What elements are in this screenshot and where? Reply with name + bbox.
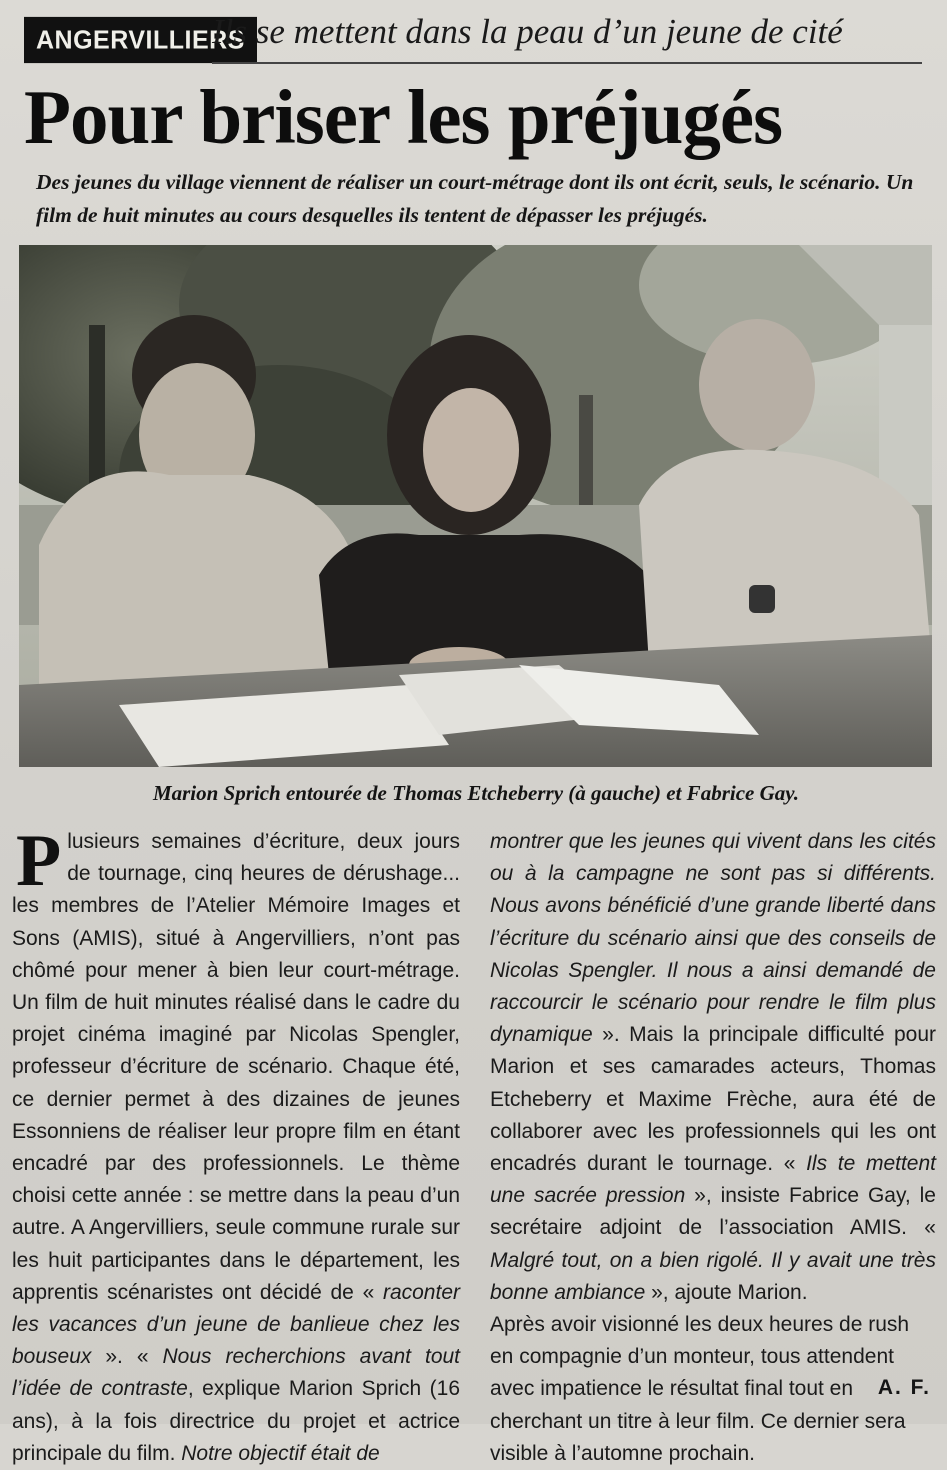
author-signature: A. F. <box>877 1376 931 1399</box>
text-run: », insiste Fabrice Gay, le secrétaire adjoint de l’association AMIS. « <box>490 1184 936 1240</box>
subheadline: Ils se mettent dans la peau d’un jeune de cité <box>212 12 843 51</box>
text-run: lusieurs semaines d’écriture, deux jours de tournage, cinq heures de dérushage... les membres de l’Atelier Mémoire Images et Sons (AMIS), situé à Angervilliers, n’ont pas chômé pour mener à bien leur court-métrage. Un film de huit minutes réalisé dans le cadre du projet cinéma imaginé par Nicolas Spengler, professeur d’écriture de scénario. Chaque été, ce dernier permet à des dizaines de jeunes Essonniens de réaliser leur propre film en étant encadré par des professionnels. Le thème choisi cette année : se mettre dans la peau d’un autre. A Angervilliers, seule commune rurale sur les huit participantes dans le département, les apprentis scénaristes ont décidé de « <box>12 830 460 1304</box>
photo-illustration <box>19 245 932 767</box>
quote-run: Notre objectif était de <box>181 1441 380 1465</box>
headline: Pour briser les préjugés <box>24 74 783 160</box>
quote-run: raconter les vacances d’un jeune de banlieue chez les bouseux <box>12 1280 460 1369</box>
quote-run: Nous recherchions avant tout l’idée de contraste <box>12 1345 461 1401</box>
article-paragraph-2: Après avoir visionné les deux heures de rush en compagnie d’un monteur, tous attendent avec impatience le résultat final tout en cherchant un titre à leur film. Ce dernier sera visible à l’automne prochain. <box>490 1313 910 1465</box>
text-run: , explique Marion Sprich (16 ans), à la fois directrice du projet et actrice principale du film. <box>12 1377 460 1465</box>
quote-run: Malgré tout, on a bien rigolé. Il y avait une très bonne ambiance <box>490 1248 936 1304</box>
article-photo <box>19 245 932 767</box>
text-run: ». Mais la principale difficulté pour Marion et ses camarades acteurs, Thomas Etcheberry et Maxime Frèche, aura été de collaborer avec les professionnels qui les ont encadrés durant le tournage. « <box>490 1023 936 1176</box>
quote-run: montrer que les jeunes qui vivent dans les cités ou à la campagne ne sont pas si différents. Nous avons bénéficié d’une grande liberté dans l’écriture du scénario ainsi que des conseils de Nicolas Spengler. Il nous a ainsi demandé de raccourcir le scénario pour rendre le film plus dynamique <box>490 830 936 1047</box>
article-paragraph-1-continued <box>490 826 936 1309</box>
drop-cap: P <box>16 820 62 902</box>
article-paragraph-1 <box>12 820 461 1470</box>
header-rule <box>212 62 922 64</box>
text-run: ». « <box>91 1345 163 1369</box>
photo-caption: Marion Sprich entourée de Thomas Etcheberry (à gauche) et Fabrice Gay. <box>152 781 800 805</box>
article-column-right <box>490 826 936 1470</box>
quote-run: Ils te mettent une sacrée pression <box>490 1152 936 1208</box>
section-kicker: ANGERVILLIERS <box>24 17 257 63</box>
text-run: », ajoute Marion. <box>645 1280 808 1304</box>
lead-paragraph: Des jeunes du village viennent de réaliser un court-métrage dont ils ont écrit, seuls, le scénario. Un film de huit minutes au cours desquelles ils tentent de dépasser les préjugés. <box>36 170 914 227</box>
article-column-left <box>12 820 461 1470</box>
